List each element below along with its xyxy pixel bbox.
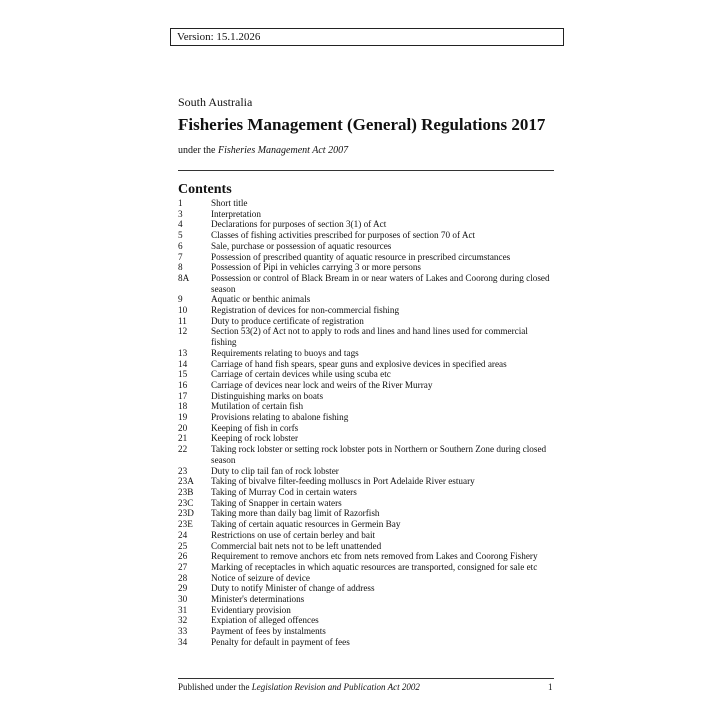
footer-act-name: Legislation Revision and Publication Act 2002 xyxy=(251,682,420,692)
toc-entry-number: 25 xyxy=(178,540,188,551)
toc-entry-title: Possession of prescribed quantity of aquatic resource in prescribed circumstances xyxy=(211,251,511,262)
toc-entry xyxy=(178,262,558,273)
toc-entry xyxy=(178,573,558,584)
toc-entry-number: 32 xyxy=(178,615,188,626)
toc-entry-number: 8A xyxy=(178,272,190,283)
toc-entry xyxy=(178,487,558,498)
toc-entry-number: 20 xyxy=(178,422,188,433)
toc-entry xyxy=(178,498,558,509)
toc-entry-number: 23A xyxy=(178,476,194,487)
toc-entry xyxy=(178,444,558,465)
toc-entry-title: Registration of devices for non-commercial fishing xyxy=(211,305,400,316)
enabling-act-prefix: under the xyxy=(178,145,218,156)
toc-entry-title: Expiation of alleged offences xyxy=(211,615,319,626)
toc-entry xyxy=(178,423,558,434)
toc-entry xyxy=(178,508,558,519)
toc-entry-number: 23E xyxy=(178,519,193,530)
toc-entry-title: Declarations for purposes of section 3(1) of Act xyxy=(211,219,387,230)
toc-entry xyxy=(178,209,558,220)
toc-entry-number: 8 xyxy=(178,262,183,273)
toc-entry-number: 22 xyxy=(178,444,188,455)
toc-entry xyxy=(178,348,558,359)
toc-entry-number: 12 xyxy=(178,326,188,337)
toc-entry xyxy=(178,605,558,616)
toc-entry-number: 11 xyxy=(178,315,187,326)
toc-entry-title: Provisions relating to abalone fishing xyxy=(211,412,349,423)
toc-entry-number: 1 xyxy=(178,198,183,208)
toc-entry-title: Taking of Snapper in certain waters xyxy=(211,497,342,508)
toc-entry xyxy=(178,380,558,391)
toc-entry-title: Classes of fishing activities prescribed for purposes of section 70 of Act xyxy=(211,230,476,241)
toc-entry-number: 23C xyxy=(178,497,194,508)
page-number: 1 xyxy=(548,682,553,692)
toc-entry xyxy=(178,198,558,209)
toc-entry-title: Short title xyxy=(211,198,248,208)
enabling-act-line xyxy=(178,145,348,156)
toc-entry-title: Penalty for default in payment of fees xyxy=(211,636,350,647)
toc-entry xyxy=(178,466,558,477)
toc-entry-number: 30 xyxy=(178,594,188,605)
toc-entry xyxy=(178,273,558,294)
toc-entry xyxy=(178,241,558,252)
toc-entry xyxy=(178,551,558,562)
toc-entry-title: Duty to clip tail fan of rock lobster xyxy=(211,465,339,476)
toc-entry-number: 23D xyxy=(178,508,194,519)
toc-entry-number: 34 xyxy=(178,636,188,647)
table-of-contents xyxy=(178,198,558,648)
toc-entry-number: 23 xyxy=(178,465,188,476)
toc-entry xyxy=(178,401,558,412)
toc-entry xyxy=(178,412,558,423)
toc-entry-number: 27 xyxy=(178,561,188,572)
toc-entry-number: 33 xyxy=(178,626,188,637)
toc-entry-title: Possession or control of Black Bream in or near waters of Lakes and Coorong during closed season xyxy=(211,272,550,294)
toc-entry-title: Requirements relating to buoys and tags xyxy=(211,347,359,358)
toc-entry-title: Keeping of rock lobster xyxy=(211,433,298,444)
toc-entry-number: 31 xyxy=(178,604,188,615)
footer-published xyxy=(178,682,420,692)
toc-entry-title: Keeping of fish in corfs xyxy=(211,422,299,433)
toc-entry xyxy=(178,476,558,487)
toc-entry xyxy=(178,369,558,380)
toc-entry xyxy=(178,294,558,305)
toc-entry-number: 5 xyxy=(178,230,183,241)
toc-entry-number: 15 xyxy=(178,369,188,380)
toc-entry xyxy=(178,626,558,637)
toc-entry-number: 4 xyxy=(178,219,183,230)
toc-entry-number: 21 xyxy=(178,433,188,444)
toc-entry-title: Carriage of devices near lock and weirs of the River Murray xyxy=(211,379,433,390)
toc-entry xyxy=(178,230,558,241)
toc-entry-number: 14 xyxy=(178,358,188,369)
toc-entry xyxy=(178,219,558,230)
toc-entry xyxy=(178,583,558,594)
toc-entry-title: Carriage of certain devices while using scuba etc xyxy=(211,369,391,380)
toc-entry xyxy=(178,305,558,316)
jurisdiction: South Australia xyxy=(178,95,253,109)
toc-entry xyxy=(178,530,558,541)
toc-entry-number: 9 xyxy=(178,294,183,305)
toc-entry-number: 16 xyxy=(178,379,188,390)
version-box: Version: 15.1.2026 xyxy=(170,28,564,46)
toc-entry-title: Possession of Pipi in vehicles carrying 3 or more persons xyxy=(211,262,422,273)
toc-entry-title: Marking of receptacles in which aquatic resources are transported, consigned for sale etc xyxy=(211,561,538,572)
toc-entry-title: Taking of bivalve filter-feeding molluscs in Port Adelaide River estuary xyxy=(211,476,475,487)
toc-entry xyxy=(178,541,558,552)
toc-entry-number: 17 xyxy=(178,390,188,401)
toc-entry-number: 6 xyxy=(178,240,183,251)
toc-entry xyxy=(178,433,558,444)
toc-entry-title: Aquatic or benthic animals xyxy=(211,294,311,305)
toc-entry xyxy=(178,359,558,370)
toc-entry-number: 28 xyxy=(178,572,188,583)
toc-entry-title: Taking rock lobster or setting rock lobster pots in Northern or Southern Zone during closed season xyxy=(211,444,547,465)
toc-entry xyxy=(178,637,558,648)
footer-rule xyxy=(178,678,554,679)
toc-entry-title: Requirement to remove anchors etc from nets removed from Lakes and Coorong Fishery xyxy=(211,551,538,562)
toc-entry-title: Commercial bait nets not to be left unattended xyxy=(211,540,382,551)
toc-entry-title: Section 53(2) of Act not to apply to rods and lines and hand lines used for commercial fishing xyxy=(211,326,528,348)
toc-entry-number: 24 xyxy=(178,529,188,540)
toc-entry-title: Sale, purchase or possession of aquatic resources xyxy=(211,240,392,251)
footer-prefix: Published under the xyxy=(178,682,252,692)
toc-entry-title: Interpretation xyxy=(211,208,261,219)
toc-entry-number: 13 xyxy=(178,347,188,358)
header-rule xyxy=(178,170,554,171)
toc-entry xyxy=(178,316,558,327)
toc-entry-title: Payment of fees by instalments xyxy=(211,626,326,637)
toc-entry-number: 29 xyxy=(178,583,188,594)
toc-entry-number: 19 xyxy=(178,412,188,423)
toc-entry-number: 7 xyxy=(178,251,183,262)
toc-entry-number: 26 xyxy=(178,551,188,562)
toc-entry-title: Taking of Murray Cod in certain waters xyxy=(211,486,357,497)
enabling-act-name: Fisheries Management Act 2007 xyxy=(218,145,349,156)
toc-entry xyxy=(178,615,558,626)
toc-entry-number: 18 xyxy=(178,401,188,412)
toc-entry xyxy=(178,326,558,347)
toc-entry-title: Mutilation of certain fish xyxy=(211,401,304,412)
toc-entry xyxy=(178,391,558,402)
contents-heading: Contents xyxy=(178,182,232,197)
toc-entry-title: Duty to notify Minister of change of address xyxy=(211,583,375,594)
toc-entry-number: 3 xyxy=(178,208,183,219)
toc-entry xyxy=(178,252,558,263)
toc-entry-number: 23B xyxy=(178,486,194,497)
toc-entry-number: 10 xyxy=(178,305,188,316)
toc-entry-title: Distinguishing marks on boats xyxy=(211,390,324,401)
toc-entry-title: Notice of seizure of device xyxy=(211,572,310,583)
toc-entry-title: Minister's determinations xyxy=(211,594,305,605)
toc-entry xyxy=(178,562,558,573)
toc-entry-title: Taking more than daily bag limit of Razorfish xyxy=(211,508,380,519)
toc-entry-title: Evidentiary provision xyxy=(211,604,291,615)
toc-entry xyxy=(178,519,558,530)
document-title: Fisheries Management (General) Regulations 2017 xyxy=(178,115,546,134)
toc-entry xyxy=(178,594,558,605)
toc-entry-title: Restrictions on use of certain berley and bait xyxy=(211,529,376,540)
toc-entry-title: Duty to produce certificate of registration xyxy=(211,315,364,326)
toc-entry-title: Taking of certain aquatic resources in Germein Bay xyxy=(211,519,401,530)
toc-entry-title: Carriage of hand fish spears, spear guns and explosive devices in specified areas xyxy=(211,358,507,369)
